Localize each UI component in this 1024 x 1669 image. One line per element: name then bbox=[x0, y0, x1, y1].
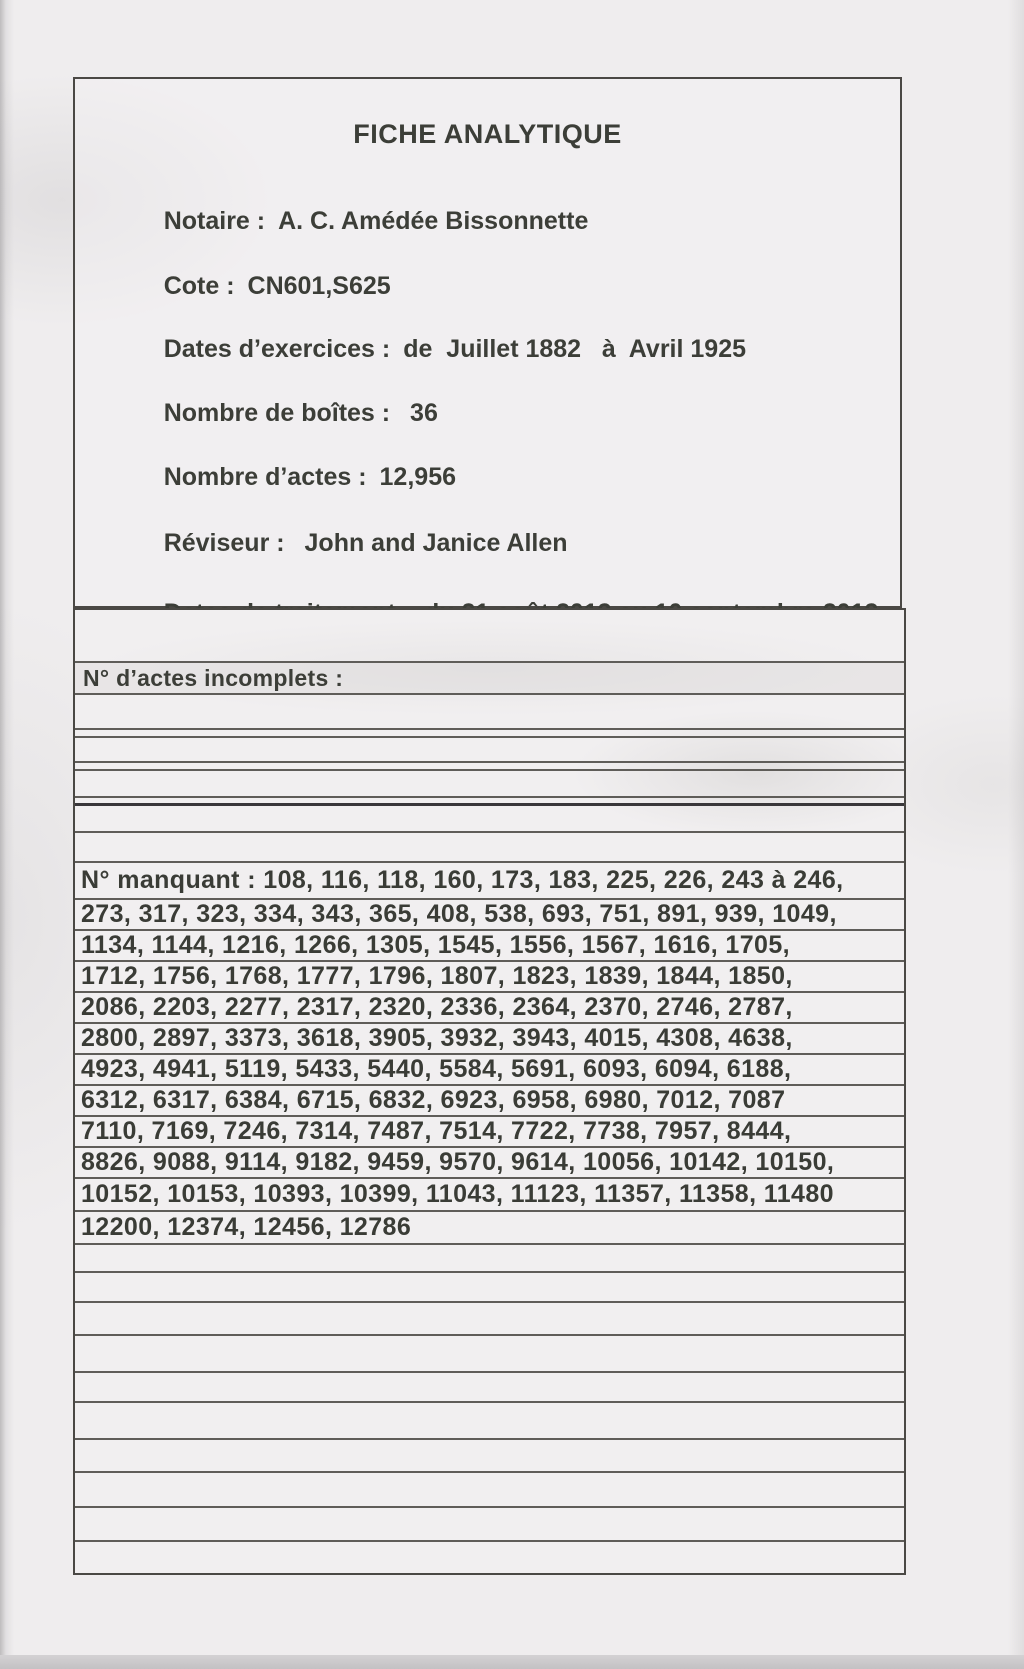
field-value: A. C. Amédée Bissonnette bbox=[278, 207, 589, 235]
ruled-spacer-row bbox=[75, 798, 904, 806]
incomplete-acts-label: N° d’actes incomplets : bbox=[83, 664, 344, 691]
ruled-empty-row bbox=[75, 695, 904, 730]
ruled-spacer-row bbox=[75, 763, 904, 771]
field-label: Cote : bbox=[163, 272, 235, 300]
ruled-empty-row bbox=[75, 1373, 904, 1403]
missing-acts-row: 273, 317, 323, 334, 343, 365, 408, 538, 693, 751, 891, 939, 1049, bbox=[75, 900, 904, 931]
ruled-empty-row bbox=[75, 806, 904, 833]
field-label: Réviseur : bbox=[163, 529, 285, 557]
ruled-empty-row bbox=[75, 610, 904, 663]
missing-acts-row: 6312, 6317, 6384, 6715, 6832, 6923, 6958, 6980, 7012, 7087 bbox=[75, 1086, 904, 1117]
page-title: FICHE ANALYTIQUE bbox=[353, 119, 622, 149]
ruled-empty-row bbox=[75, 1473, 904, 1508]
missing-acts-row bbox=[75, 863, 904, 900]
missing-acts-label: N° manquant : bbox=[81, 866, 264, 894]
field-label: Nombre de boîtes : bbox=[163, 399, 391, 427]
field-value: 36 bbox=[403, 399, 438, 427]
scan-edge-bottom bbox=[0, 1655, 1024, 1669]
ruled-empty-row bbox=[75, 1336, 904, 1373]
ruled-table bbox=[73, 608, 906, 1575]
ruled-empty-row bbox=[75, 1273, 904, 1303]
ruled-empty-row bbox=[75, 771, 904, 798]
ruled-empty-row bbox=[75, 1403, 904, 1440]
field-value: CN601,S625 bbox=[247, 272, 391, 300]
missing-acts-row: 2086, 2203, 2277, 2317, 2320, 2336, 2364, 2370, 2746, 2787, bbox=[75, 993, 904, 1024]
field-label: Nombre d’actes : bbox=[163, 463, 367, 491]
ruled-empty-row bbox=[75, 1440, 904, 1473]
field-value: de Juillet 1882 à Avril 1925 bbox=[403, 335, 747, 363]
ruled-empty-row bbox=[75, 1508, 904, 1542]
missing-acts-row: 7110, 7169, 7246, 7314, 7487, 7514, 7722, 7738, 7957, 8444, bbox=[75, 1117, 904, 1148]
missing-acts-row: 1712, 1756, 1768, 1777, 1796, 1807, 1823, 1839, 1844, 1850, bbox=[75, 962, 904, 993]
incomplete-acts-label-row bbox=[75, 663, 904, 695]
ruled-empty-row bbox=[75, 1542, 904, 1573]
ruled-spacer-row bbox=[75, 730, 904, 738]
header-box bbox=[73, 77, 902, 608]
ruled-empty-row bbox=[75, 1303, 904, 1336]
missing-acts-row: 10152, 10153, 10393, 10399, 11043, 11123, 11357, 11358, 11480 bbox=[75, 1179, 904, 1212]
ruled-empty-row bbox=[75, 833, 904, 863]
ruled-empty-row bbox=[75, 738, 904, 763]
missing-acts-row: 1134, 1144, 1216, 1266, 1305, 1545, 1556, 1567, 1616, 1705, bbox=[75, 931, 904, 962]
ruled-empty-row bbox=[75, 1245, 904, 1273]
missing-acts-row: 12200, 12374, 12456, 12786 bbox=[75, 1212, 904, 1245]
field-value: 12,956 bbox=[379, 463, 456, 491]
field-label: Dates d’exercices : bbox=[163, 335, 391, 363]
missing-acts-values: 108, 116, 118, 160, 173, 183, 225, 226, 243 à 246, bbox=[263, 866, 844, 894]
missing-acts-row: 8826, 9088, 9114, 9182, 9459, 9570, 9614, 10056, 10142, 10150, bbox=[75, 1148, 904, 1179]
missing-acts-row: 2800, 2897, 3373, 3618, 3905, 3932, 3943, 4015, 4308, 4638, bbox=[75, 1024, 904, 1055]
field-value: John and Janice Allen bbox=[297, 529, 568, 557]
field-label: Notaire : bbox=[163, 207, 266, 235]
missing-acts-row: 4923, 4941, 5119, 5433, 5440, 5584, 5691, 6093, 6094, 6188, bbox=[75, 1055, 904, 1086]
